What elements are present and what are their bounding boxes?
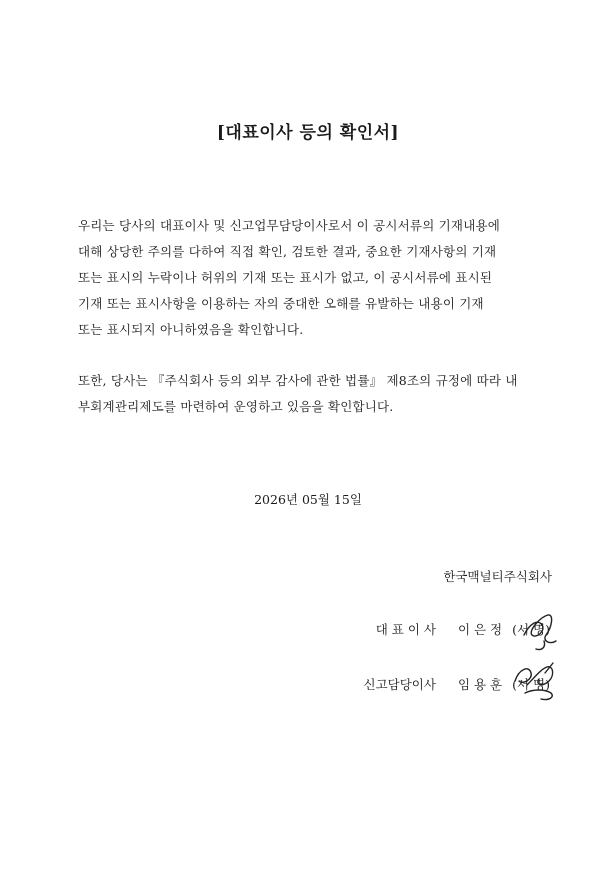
reporting-director-signature-line bbox=[364, 675, 551, 693]
document-date: 2026년 05월 15일 bbox=[254, 492, 362, 507]
signature-mark-label: (서 명) bbox=[512, 622, 550, 637]
signatory-name: 이 은 정 bbox=[457, 622, 503, 637]
paragraph-line: 기재 또는 표시사항을 이용하는 자의 중대한 오해를 유발하는 내용이 기재 bbox=[78, 296, 484, 311]
signatory-role: 신고담당이사 bbox=[363, 677, 436, 692]
signature-mark-label: (서 명) bbox=[512, 677, 550, 692]
paragraph-line: 또한, 당사는 『주식회사 등의 외부 감사에 관한 법률』 제8조의 규정에 따라 내 bbox=[78, 373, 518, 388]
paragraph-line: 부회계관리제도를 마련하여 운영하고 있음을 확인합니다. bbox=[78, 399, 394, 414]
paragraph-line: 또는 표시되지 아니하였음을 확인합니다. bbox=[78, 322, 304, 337]
paragraph-line: 우리는 당사의 대표이사 및 신고업무담당이사로서 이 공시서류의 기재내용에 bbox=[78, 218, 501, 233]
document-title: [대표이사 등의 확인서] bbox=[216, 123, 400, 143]
confirmation-paragraph bbox=[78, 213, 548, 343]
signatory-role: 대 표 이 사 bbox=[375, 622, 436, 637]
paragraph-line: 대해 상당한 주의를 다하여 직접 확인, 검토한 결과, 중요한 기재사항의 기재 bbox=[78, 244, 497, 259]
paragraph-line: 또는 표시의 누락이나 허위의 기재 또는 표시가 없고, 이 공시서류에 표시된 bbox=[78, 270, 493, 285]
signatory-name: 임 용 훈 bbox=[457, 677, 503, 692]
internal-control-paragraph bbox=[78, 368, 548, 420]
ceo-signature-line bbox=[376, 620, 550, 638]
company-name: 한국맥널티주식회사 bbox=[443, 569, 552, 584]
